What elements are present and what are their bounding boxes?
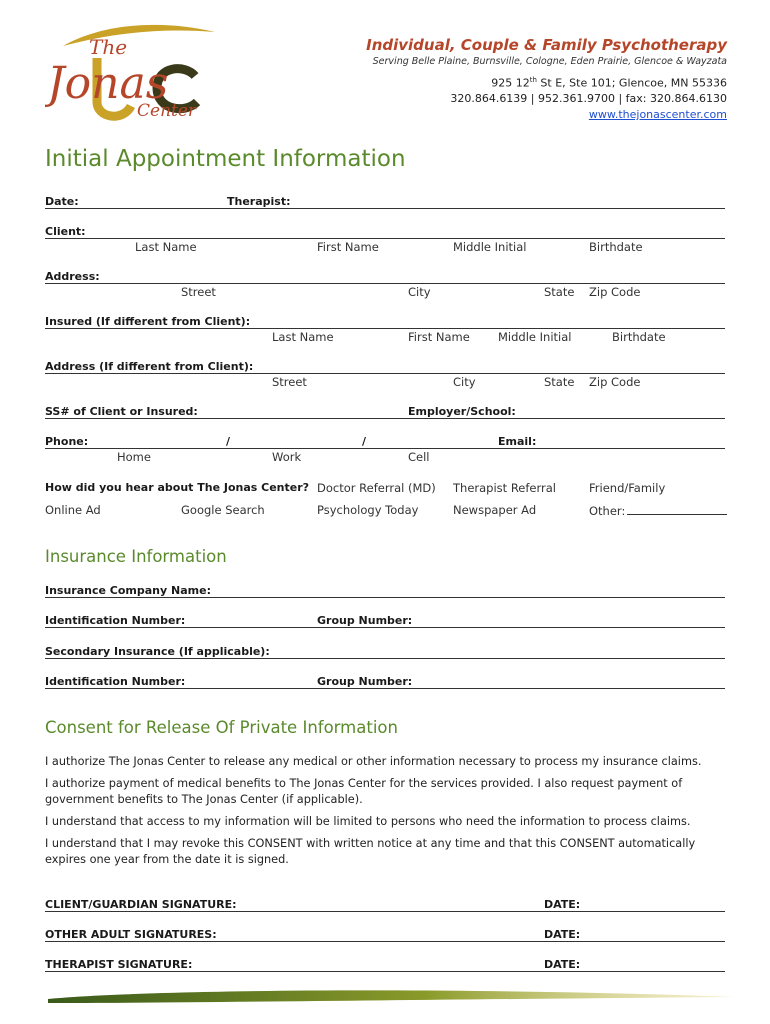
insured-city-caption: City bbox=[453, 375, 476, 389]
client-first-name-caption: First Name bbox=[317, 240, 379, 254]
date-therapist-line[interactable] bbox=[45, 208, 725, 209]
address-superscript: th bbox=[529, 76, 537, 84]
phone-home-caption: Home bbox=[117, 450, 151, 464]
consent-paragraph-3: I understand that access to my information will be limited to persons who need the information to process claims. bbox=[45, 815, 691, 828]
referral-question: How did you hear about The Jonas Center? bbox=[45, 481, 310, 494]
identification-number-label: Identification Number: bbox=[45, 614, 186, 627]
address-number: 925 12 bbox=[491, 76, 530, 90]
option-doctor-referral[interactable]: Doctor Referral (MD) bbox=[317, 481, 436, 495]
insured-birthdate-caption: Birthdate bbox=[612, 330, 666, 344]
client-line[interactable] bbox=[45, 238, 725, 239]
insured-address-label: Address (If different from Client): bbox=[45, 360, 254, 373]
other-adult-date-label: DATE: bbox=[544, 928, 581, 941]
secondary-insurance-label: Secondary Insurance (If applicable): bbox=[45, 645, 270, 658]
logo-graphic bbox=[45, 18, 217, 126]
option-newspaper-ad[interactable]: Newspaper Ad bbox=[453, 503, 537, 517]
option-google-search[interactable]: Google Search bbox=[181, 503, 265, 517]
serving-areas: Serving Belle Plaine, Burnsville, Cologne, Eden Prairie, Glencoe & Wayzata bbox=[372, 56, 727, 67]
address-line[interactable] bbox=[45, 283, 725, 284]
logo-center: Center bbox=[137, 101, 197, 121]
insurance-company-label: Insurance Company Name: bbox=[45, 584, 211, 597]
ss-employer-line[interactable] bbox=[45, 418, 725, 419]
option-therapist-referral[interactable]: Therapist Referral bbox=[453, 481, 556, 495]
insured-first-name-caption: First Name bbox=[408, 330, 470, 344]
employer-label: Employer/School: bbox=[408, 405, 516, 418]
client-signature-label: CLIENT/GUARDIAN SIGNATURE: bbox=[45, 898, 237, 911]
logo-swoosh-top bbox=[63, 25, 215, 46]
consent-paragraph-4: I understand that I may revoke this CONSENT with written notice at any time and that this CONSENT automatically expires one year from the date it is signed. bbox=[45, 837, 696, 866]
phone-slash-2: / bbox=[362, 435, 367, 448]
footer-swoosh-shape bbox=[48, 990, 736, 1003]
insured-line[interactable] bbox=[45, 328, 725, 329]
insurance-company-line[interactable] bbox=[45, 597, 725, 598]
insured-state-caption: State bbox=[544, 375, 575, 389]
phone-label: Phone: bbox=[45, 435, 89, 448]
client-birthdate-caption: Birthdate bbox=[589, 240, 643, 254]
logo-jonas: Jonas bbox=[47, 58, 169, 109]
insured-last-name-caption: Last Name bbox=[272, 330, 334, 344]
client-label: Client: bbox=[45, 225, 86, 238]
therapist-signature-date-label: DATE: bbox=[544, 958, 581, 971]
consent-paragraph-1: I authorize The Jonas Center to release any medical or other information necessary to process my insurance claims. bbox=[45, 755, 702, 768]
insured-label: Insured (If different from Client): bbox=[45, 315, 251, 328]
address-city-caption: City bbox=[408, 285, 431, 299]
other-adult-signature-label: OTHER ADULT SIGNATURES: bbox=[45, 928, 217, 941]
logo bbox=[45, 18, 217, 126]
insurance-heading: Insurance Information bbox=[45, 547, 227, 566]
consent-paragraph-2: I authorize payment of medical benefits to The Jonas Center for the services provided. I also request payment of government benefits to The Jonas Center (if applicable). bbox=[45, 777, 683, 806]
option-online-ad[interactable]: Online Ad bbox=[45, 503, 101, 517]
ss-label: SS# of Client or Insured: bbox=[45, 405, 198, 418]
other-blank[interactable] bbox=[627, 503, 727, 515]
secondary-identification-label: Identification Number: bbox=[45, 675, 186, 688]
phone-slash-1: / bbox=[226, 435, 231, 448]
phone-cell-caption: Cell bbox=[408, 450, 430, 464]
phone-email-line[interactable] bbox=[45, 448, 725, 449]
secondary-group-label: Group Number: bbox=[317, 675, 413, 688]
address-label: Address: bbox=[45, 270, 100, 283]
client-middle-initial-caption: Middle Initial bbox=[453, 240, 527, 254]
footer-swoosh-decoration bbox=[40, 985, 740, 1009]
option-other[interactable] bbox=[589, 503, 727, 518]
option-psychology-today[interactable]: Psychology Today bbox=[317, 503, 419, 517]
insured-zip-caption: Zip Code bbox=[589, 375, 641, 389]
address-zip-caption: Zip Code bbox=[589, 285, 641, 299]
date-label: Date: bbox=[45, 195, 79, 208]
insured-middle-initial-caption: Middle Initial bbox=[498, 330, 572, 344]
secondary-identification-line[interactable] bbox=[45, 688, 725, 689]
phone-work-caption: Work bbox=[272, 450, 302, 464]
therapist-label: Therapist: bbox=[227, 195, 291, 208]
therapist-signature-label: THERAPIST SIGNATURE: bbox=[45, 958, 193, 971]
address-street-caption: Street bbox=[181, 285, 216, 299]
consent-heading: Consent for Release Of Private Information bbox=[45, 718, 398, 737]
tagline: Individual, Couple & Family Psychotherapy bbox=[366, 36, 727, 54]
client-last-name-caption: Last Name bbox=[135, 240, 197, 254]
address-rest: St E, Ste 101; Glencoe, MN 55336 bbox=[536, 76, 727, 90]
email-label: Email: bbox=[498, 435, 537, 448]
client-signature-date-label: DATE: bbox=[544, 898, 581, 911]
group-number-label: Group Number: bbox=[317, 614, 413, 627]
insured-street-caption: Street bbox=[272, 375, 307, 389]
logo-the: The bbox=[89, 35, 128, 59]
therapist-signature-line[interactable] bbox=[45, 971, 725, 972]
insured-address-line[interactable] bbox=[45, 373, 725, 374]
option-friend-family[interactable]: Friend/Family bbox=[589, 481, 666, 495]
identification-group-line[interactable] bbox=[45, 627, 725, 628]
street-address bbox=[491, 76, 727, 90]
address-state-caption: State bbox=[544, 285, 575, 299]
option-other-label: Other: bbox=[589, 504, 626, 518]
secondary-insurance-line[interactable] bbox=[45, 658, 725, 659]
client-signature-line[interactable] bbox=[45, 911, 725, 912]
website-link[interactable]: www.thejonascenter.com bbox=[588, 108, 727, 121]
page-title: Initial Appointment Information bbox=[45, 146, 406, 172]
phone-numbers: 320.864.6139 | 952.361.9700 | fax: 320.864.6130 bbox=[450, 92, 727, 105]
other-adult-signature-line[interactable] bbox=[45, 941, 725, 942]
